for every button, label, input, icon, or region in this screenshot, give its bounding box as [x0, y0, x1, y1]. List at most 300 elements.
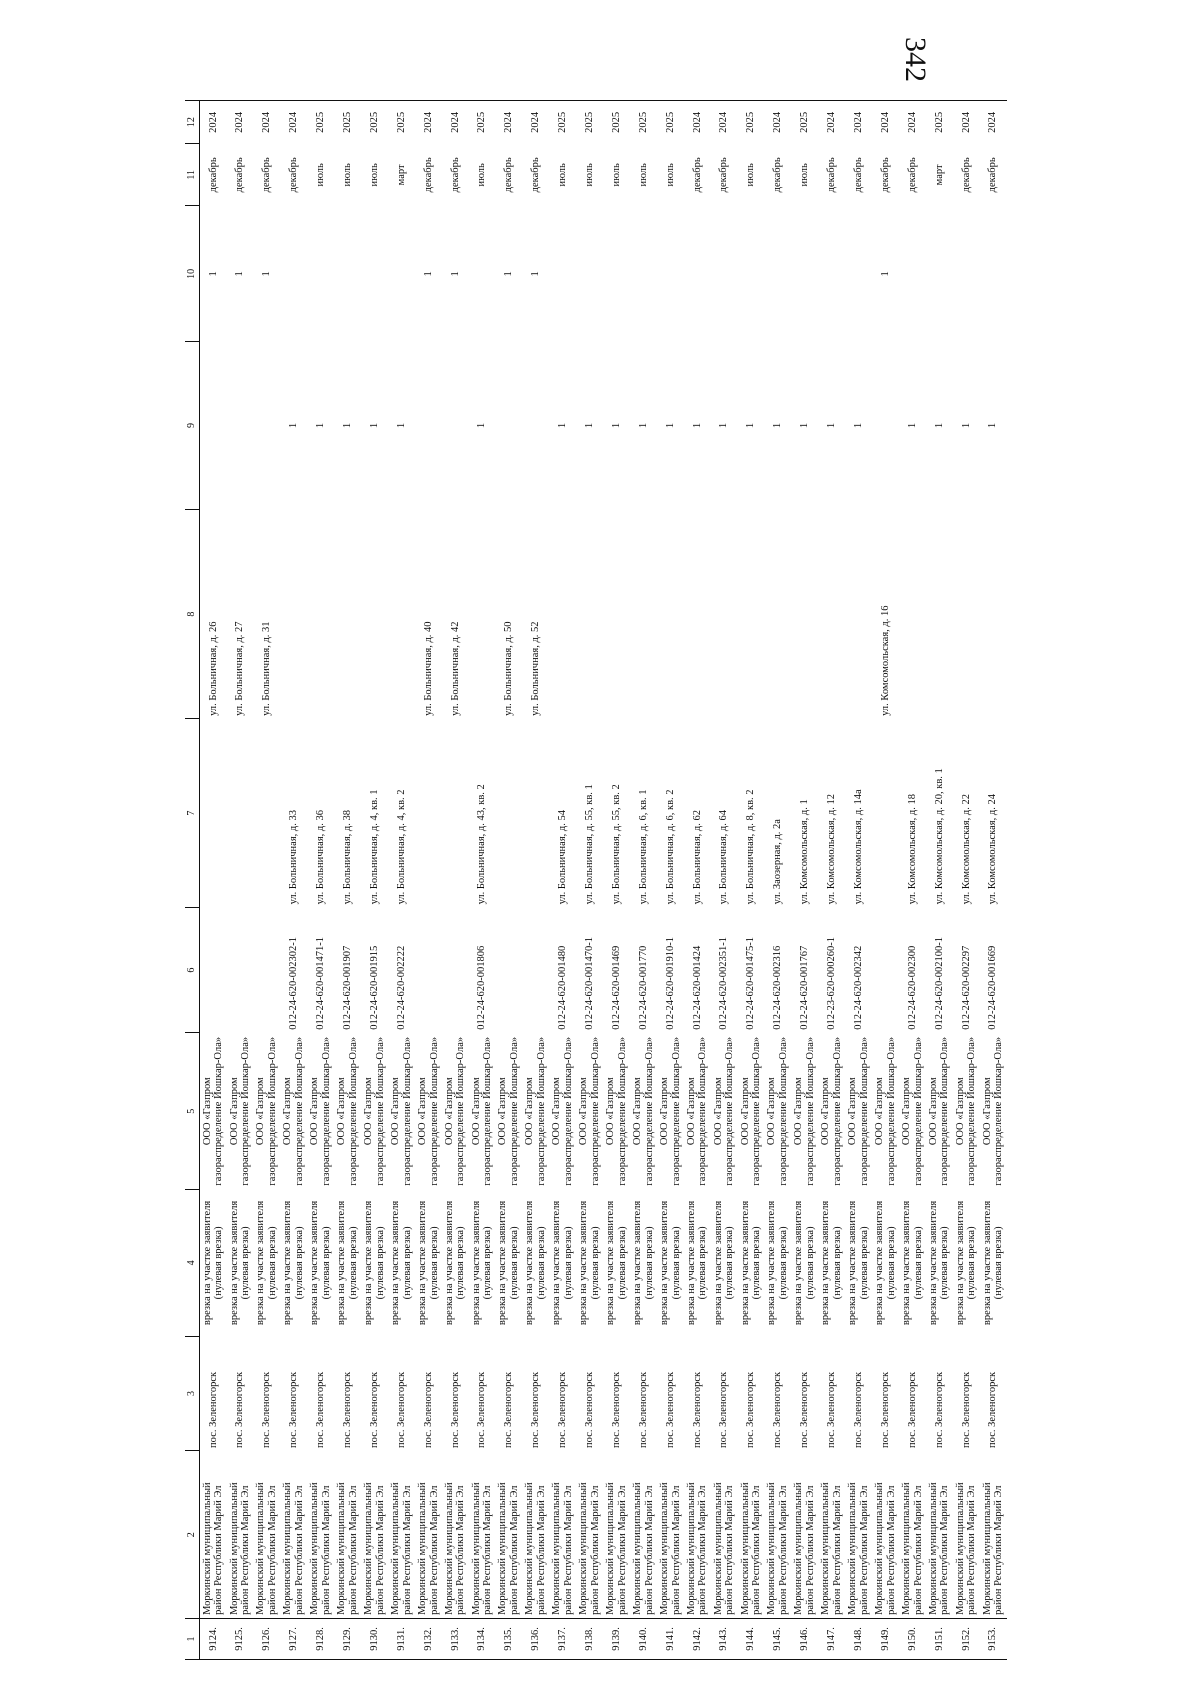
table-row — [953, 101, 980, 1660]
work-type-cell: врезка на участке заявителя (нулевая врезка) — [900, 1200, 924, 1326]
column-number-6: 6 — [185, 907, 200, 1032]
count-cell: 1 — [718, 422, 730, 429]
count-alt-cell: 1 — [530, 271, 542, 277]
month-cell: июль — [637, 163, 649, 187]
registration-number-cell — [872, 907, 899, 1032]
locality-cell: пос. Зеленогорск — [503, 1371, 515, 1448]
count-alt-cell — [334, 206, 361, 342]
registration-number-cell: 012-24-620-002342 — [852, 945, 864, 1030]
count-alt-cell — [792, 206, 819, 342]
row-number: 9137. — [550, 1618, 577, 1659]
address-alt-cell: ул. Больничная, д. 50 — [503, 621, 515, 716]
address-alt-cell — [684, 509, 711, 719]
year-cell: 2025 — [926, 101, 953, 144]
address-cell: ул. Комсомольская, д. 1 — [799, 799, 811, 905]
organization-cell: ООО «Газпром газораспределение Йошкар-Ола» — [497, 1036, 521, 1186]
month-cell: июль — [315, 163, 327, 187]
year-cell: 2024 — [415, 101, 442, 144]
table-row — [926, 101, 953, 1660]
address-alt-cell: ул. Больничная, д. 42 — [449, 621, 461, 716]
district-cell: Моркинский муниципальный район Республики Марий Эл — [578, 1482, 601, 1615]
work-type-cell: врезка на участке заявителя (нулевая врезка) — [201, 1200, 225, 1326]
count-cell: 1 — [906, 422, 918, 429]
address-alt-cell — [980, 509, 1007, 719]
count-alt-cell — [550, 206, 577, 342]
locality-cell: пос. Зеленогорск — [799, 1371, 811, 1448]
organization-cell: ООО «Газпром газораспределение Йошкар-Ола» — [739, 1036, 763, 1186]
locality-cell: пос. Зеленогорск — [879, 1371, 891, 1448]
count-alt-cell — [361, 206, 388, 342]
locality-cell: пос. Зеленогорск — [718, 1371, 730, 1448]
registration-number-cell — [415, 907, 442, 1032]
year-cell: 2025 — [361, 101, 388, 144]
locality-cell: пос. Зеленогорск — [933, 1371, 945, 1448]
locality-cell: пос. Зеленогорск — [664, 1371, 676, 1448]
organization-cell: ООО «Газпром газораспределение Йошкар-Ола» — [927, 1036, 951, 1186]
row-number: 9142. — [684, 1618, 711, 1659]
row-number: 9126. — [254, 1618, 281, 1659]
district-cell: Моркинский муниципальный район Республики Марий Эл — [255, 1482, 279, 1615]
registration-number-cell: 012-24-620-002297 — [960, 945, 972, 1030]
count-alt-cell — [738, 206, 765, 342]
registration-number-cell: 012-23-620-000260-1 — [826, 937, 838, 1030]
locality-cell: пос. Зеленогорск — [530, 1371, 542, 1448]
address-cell — [523, 719, 550, 908]
year-cell: 2025 — [388, 101, 415, 144]
work-type-cell: врезка на участке заявителя (нулевая врезка) — [658, 1200, 682, 1326]
table-row — [711, 101, 738, 1660]
count-alt-cell — [845, 206, 872, 342]
count-cell: 1 — [799, 422, 811, 429]
work-type-cell: врезка на участке заявителя (нулевая врезка) — [470, 1200, 494, 1326]
month-cell: декабрь — [422, 157, 434, 193]
organization-cell: ООО «Газпром газораспределение Йошкар-Ола» — [900, 1036, 924, 1186]
column-number-10: 10 — [185, 206, 200, 342]
count-cell — [254, 342, 281, 509]
month-cell: декабрь — [503, 157, 515, 193]
column-number-7: 7 — [185, 719, 200, 908]
count-alt-cell — [603, 206, 630, 342]
count-cell: 1 — [476, 422, 488, 429]
count-alt-cell — [765, 206, 792, 342]
district-cell: Моркинский муниципальный район Республики Марий Эл — [685, 1482, 709, 1615]
table-row — [388, 101, 415, 1660]
organization-cell: ООО «Газпром газораспределение Йошкар-Ола» — [631, 1036, 655, 1186]
count-cell: 1 — [745, 422, 757, 429]
count-alt-cell: 1 — [879, 271, 891, 277]
address-cell: ул. Больничная, д. 33 — [288, 810, 300, 905]
address-cell: ул. Больничная, д. 43, кв. 2 — [476, 784, 488, 905]
registration-number-cell: 012-24-620-002222 — [395, 945, 407, 1030]
registration-number-cell: 012-24-620-001471-1 — [315, 937, 327, 1030]
year-cell: 2024 — [684, 101, 711, 144]
district-cell: Моркинский муниципальный район Республики Марий Эл — [900, 1482, 924, 1615]
count-alt-cell — [953, 206, 980, 342]
year-cell: 2024 — [980, 101, 1007, 144]
month-cell: декабрь — [261, 157, 273, 193]
year-cell: 2025 — [576, 101, 603, 144]
address-cell: ул. Больничная, д. 62 — [691, 810, 703, 905]
work-type-cell: врезка на участке заявителя (нулевая врезка) — [685, 1200, 709, 1326]
registration-number-cell — [442, 907, 469, 1032]
district-cell: Моркинский муниципальный район Республики Марий Эл — [712, 1482, 736, 1615]
address-alt-cell — [845, 509, 872, 719]
count-alt-cell — [980, 206, 1007, 342]
work-type-cell: врезка на участке заявителя (нулевая врезка) — [766, 1200, 790, 1326]
row-number: 9128. — [308, 1618, 335, 1659]
count-alt-cell: 1 — [422, 271, 434, 277]
address-cell — [496, 719, 523, 908]
page-number: 342 — [899, 37, 932, 82]
count-cell: 1 — [960, 422, 972, 429]
month-cell: декабрь — [207, 157, 219, 193]
organization-cell: ООО «Газпром газораспределение Йошкар-Ола» — [443, 1036, 467, 1186]
address-cell: ул. Комсомольская, д. 22 — [960, 794, 972, 905]
count-alt-cell — [281, 206, 308, 342]
table-row — [469, 101, 496, 1660]
table-row — [603, 101, 630, 1660]
locality-cell: пос. Зеленогорск — [315, 1371, 327, 1448]
count-cell — [200, 342, 227, 509]
organization-cell: ООО «Газпром газораспределение Йошкар-Ола» — [766, 1036, 790, 1186]
count-alt-cell — [818, 206, 845, 342]
row-number: 9141. — [657, 1618, 684, 1659]
count-alt-cell — [388, 206, 415, 342]
organization-cell: ООО «Газпром газораспределение Йошкар-Ола» — [954, 1036, 978, 1186]
registration-number-cell: 012-24-620-001907 — [342, 945, 354, 1030]
count-cell: 1 — [664, 422, 676, 429]
column-number-2: 2 — [185, 1451, 200, 1618]
month-cell: июль — [745, 163, 757, 187]
row-number: 9130. — [361, 1618, 388, 1659]
work-type-cell: врезка на участке заявителя (нулевая врезка) — [524, 1200, 548, 1326]
address-cell: ул. Больничная, д. 64 — [718, 810, 730, 905]
address-alt-cell: ул. Комсомольская, д. 16 — [879, 605, 891, 716]
address-cell — [227, 719, 254, 908]
year-cell: 2025 — [738, 101, 765, 144]
address-cell — [415, 719, 442, 908]
month-cell: март — [395, 164, 407, 186]
registration-number-cell: 012-24-620-002100-1 — [933, 937, 945, 1030]
month-cell: декабрь — [718, 157, 730, 193]
registration-number-cell: 012-24-620-001424 — [691, 945, 703, 1030]
count-cell: 1 — [637, 422, 649, 429]
count-cell: 1 — [987, 422, 999, 429]
registration-number-cell: 012-24-620-001470-1 — [584, 937, 596, 1030]
organization-cell: ООО «Газпром газораспределение Йошкар-Ола» — [255, 1036, 279, 1186]
row-number: 9135. — [496, 1618, 523, 1659]
registration-number-cell: 012-24-620-001770 — [637, 945, 649, 1030]
organization-cell: ООО «Газпром газораспределение Йошкар-Ола» — [201, 1036, 225, 1186]
address-alt-cell — [818, 509, 845, 719]
organization-cell: ООО «Газпром газораспределение Йошкар-Ола» — [228, 1036, 252, 1186]
row-number: 9127. — [281, 1618, 308, 1659]
count-alt-cell — [469, 206, 496, 342]
district-cell: Моркинский муниципальный район Республики Марий Эл — [524, 1482, 548, 1615]
address-cell: ул. Больничная, д. 4, кв. 1 — [368, 789, 380, 905]
work-type-cell: врезка на участке заявителя (нулевая врезка) — [228, 1200, 252, 1326]
month-cell: июль — [610, 163, 622, 187]
registration-number-cell: 012-24-620-001669 — [987, 945, 999, 1030]
district-cell: Моркинский муниципальный район Республики Марий Эл — [201, 1482, 225, 1615]
month-cell: июль — [342, 163, 354, 187]
address-alt-cell — [308, 509, 335, 719]
year-cell: 2024 — [254, 101, 281, 144]
table-row — [254, 101, 281, 1660]
table-row — [442, 101, 469, 1660]
registration-number-cell: 012-24-620-001910-1 — [664, 937, 676, 1030]
month-cell: июль — [476, 163, 488, 187]
count-cell: 1 — [315, 422, 327, 429]
month-cell: март — [933, 164, 945, 186]
work-type-cell: врезка на участке заявителя (нулевая врезка) — [443, 1200, 467, 1326]
count-cell: 1 — [933, 422, 945, 429]
organization-cell: ООО «Газпром газораспределение Йошкар-Ола» — [685, 1036, 709, 1186]
column-number-9: 9 — [185, 342, 200, 509]
locality-cell: пос. Зеленогорск — [395, 1371, 407, 1448]
address-cell: ул. Больничная, д. 4, кв. 2 — [395, 789, 407, 905]
work-type-cell: врезка на участке заявителя (нулевая врезка) — [873, 1200, 897, 1326]
address-cell: ул. Больничная, д. 36 — [315, 810, 327, 905]
district-cell: Моркинский муниципальный район Республики Марий Эл — [873, 1482, 897, 1615]
address-cell: ул. Комсомольская, д. 18 — [906, 794, 918, 905]
row-number: 9132. — [415, 1618, 442, 1659]
row-number: 9144. — [738, 1618, 765, 1659]
count-cell: 1 — [826, 422, 838, 429]
count-alt-cell: 1 — [261, 271, 273, 277]
district-cell: Моркинский муниципальный район Республики Марий Эл — [766, 1482, 790, 1615]
address-cell: ул. Комсомольская, д. 12 — [826, 794, 838, 905]
table-row — [415, 101, 442, 1660]
address-cell — [254, 719, 281, 908]
count-cell: 1 — [772, 422, 784, 429]
count-cell: 1 — [557, 422, 569, 429]
district-cell: Моркинский муниципальный район Республики Марий Эл — [927, 1482, 951, 1615]
table-row — [496, 101, 523, 1660]
district-cell: Моркинский муниципальный район Республики Марий Эл — [363, 1482, 386, 1615]
table-row — [550, 101, 577, 1660]
registration-number-cell: 012-24-620-001475-1 — [745, 937, 757, 1030]
year-cell: 2024 — [899, 101, 926, 144]
registration-number-cell — [523, 907, 550, 1032]
organization-cell: ООО «Газпром газораспределение Йошкар-Ола» — [551, 1036, 575, 1186]
row-number: 9151. — [926, 1618, 953, 1659]
address-cell: ул. Больничная, д. 6, кв. 1 — [637, 789, 649, 905]
table-row — [792, 101, 819, 1660]
address-cell — [442, 719, 469, 908]
address-alt-cell — [576, 509, 603, 719]
count-cell — [442, 342, 469, 509]
year-cell: 2024 — [442, 101, 469, 144]
registration-number-cell: 012-24-620-001767 — [799, 945, 811, 1030]
district-cell: Моркинский муниципальный район Республики Марий Эл — [954, 1482, 978, 1615]
work-type-cell: врезка на участке заявителя (нулевая врезка) — [847, 1200, 870, 1326]
organization-cell: ООО «Газпром газораспределение Йошкар-Ола» — [847, 1036, 870, 1186]
row-number: 9145. — [765, 1618, 792, 1659]
locality-cell: пос. Зеленогорск — [691, 1371, 703, 1448]
work-type-cell: врезка на участке заявителя (нулевая врезка) — [927, 1200, 951, 1326]
count-cell: 1 — [691, 422, 703, 429]
district-cell: Моркинский муниципальный район Республики Марий Эл — [282, 1482, 306, 1615]
table-row — [361, 101, 388, 1660]
row-number: 9148. — [845, 1618, 872, 1659]
work-type-cell: врезка на участке заявителя (нулевая врезка) — [631, 1200, 655, 1326]
month-cell: декабрь — [691, 157, 703, 193]
address-alt-cell — [738, 509, 765, 719]
year-cell: 2024 — [818, 101, 845, 144]
row-number: 9133. — [442, 1618, 469, 1659]
count-cell: 1 — [368, 422, 380, 429]
table-row — [281, 101, 308, 1660]
organization-cell: ООО «Газпром газораспределение Йошкар-Ола» — [605, 1036, 628, 1186]
locality-cell: пос. Зеленогорск — [960, 1371, 972, 1448]
organization-cell: ООО «Газпром газораспределение Йошкар-Ола» — [658, 1036, 682, 1186]
month-cell: июль — [584, 163, 596, 187]
district-cell: Моркинский муниципальный район Республики Марий Эл — [497, 1482, 521, 1615]
row-number: 9125. — [227, 1618, 254, 1659]
district-cell: Моркинский муниципальный район Республики Марий Эл — [739, 1482, 763, 1615]
work-type-cell: врезка на участке заявителя (нулевая врезка) — [954, 1200, 978, 1326]
year-cell: 2025 — [550, 101, 577, 144]
locality-cell: пос. Зеленогорск — [584, 1371, 596, 1448]
table-row — [630, 101, 657, 1660]
address-cell: ул. Заозерная, д. 2а — [772, 819, 784, 905]
count-alt-cell: 1 — [449, 271, 461, 277]
address-alt-cell: ул. Больничная, д. 40 — [422, 621, 434, 716]
address-alt-cell — [711, 509, 738, 719]
year-cell: 2024 — [227, 101, 254, 144]
month-cell: декабрь — [879, 157, 891, 193]
column-number-12: 12 — [185, 101, 200, 144]
row-number: 9146. — [792, 1618, 819, 1659]
work-type-cell: врезка на участке заявителя (нулевая врезка) — [309, 1200, 332, 1326]
address-cell: ул. Больничная, д. 54 — [557, 810, 569, 905]
registration-number-cell — [254, 907, 281, 1032]
organization-cell: ООО «Газпром газораспределение Йошкар-Ола» — [416, 1036, 440, 1186]
district-cell: Моркинский муниципальный район Республики Марий Эл — [551, 1482, 575, 1615]
address-alt-cell: ул. Больничная, д. 26 — [207, 621, 219, 716]
work-type-cell: врезка на участке заявителя (нулевая врезка) — [282, 1200, 306, 1326]
work-type-cell: врезка на участке заявителя (нулевая врезка) — [981, 1200, 1005, 1326]
work-type-cell: врезка на участке заявителя (нулевая врезка) — [739, 1200, 763, 1326]
row-number: 9140. — [630, 1618, 657, 1659]
table-row — [576, 101, 603, 1660]
month-cell: декабрь — [852, 157, 864, 193]
organization-cell: ООО «Газпром газораспределение Йошкар-Ола» — [981, 1036, 1005, 1186]
year-cell: 2024 — [872, 101, 899, 144]
year-cell: 2025 — [308, 101, 335, 144]
table-row — [308, 101, 335, 1660]
column-number-header-row — [185, 101, 200, 1660]
table-row — [899, 101, 926, 1660]
locality-cell: пос. Зеленогорск — [610, 1371, 622, 1448]
column-number-5: 5 — [185, 1033, 200, 1190]
registration-number-cell: 012-24-620-002351-1 — [718, 937, 730, 1030]
work-type-cell: врезка на участке заявителя (нулевая врезка) — [712, 1200, 736, 1326]
registration-number-cell — [496, 907, 523, 1032]
table-row — [227, 101, 254, 1660]
count-cell: 1 — [288, 422, 300, 429]
month-cell: декабрь — [449, 157, 461, 193]
count-alt-cell: 1 — [234, 271, 246, 277]
district-cell: Моркинский муниципальный район Республики Марий Эл — [228, 1482, 252, 1615]
locality-cell: пос. Зеленогорск — [826, 1371, 838, 1448]
count-cell — [227, 342, 254, 509]
district-cell: Моркинский муниципальный район Республики Марий Эл — [336, 1482, 359, 1615]
table-row — [523, 101, 550, 1660]
year-cell: 2025 — [630, 101, 657, 144]
year-cell: 2024 — [200, 101, 227, 144]
address-alt-cell — [899, 509, 926, 719]
locality-cell: пос. Зеленогорск — [207, 1371, 219, 1448]
column-number-11: 11 — [185, 144, 200, 206]
count-cell: 1 — [584, 422, 596, 429]
organization-cell: ООО «Газпром газораспределение Йошкар-Ола» — [578, 1036, 601, 1186]
district-cell: Моркинский муниципальный район Республики Марий Эл — [820, 1482, 843, 1615]
district-cell: Моркинский муниципальный район Республики Марий Эл — [631, 1482, 655, 1615]
registration-number-cell: 012-24-620-001469 — [610, 945, 622, 1030]
address-cell: ул. Комсомольская, д. 20, кв. 1 — [933, 768, 945, 905]
address-alt-cell — [926, 509, 953, 719]
address-alt-cell — [765, 509, 792, 719]
month-cell: декабрь — [826, 157, 838, 193]
year-cell: 2024 — [711, 101, 738, 144]
address-cell: ул. Больничная, д. 38 — [342, 810, 354, 905]
address-cell: ул. Больничная, д. 6, кв. 2 — [664, 789, 676, 905]
table-body — [200, 101, 1007, 1660]
month-cell: декабрь — [987, 157, 999, 193]
year-cell: 2024 — [765, 101, 792, 144]
year-cell: 2025 — [792, 101, 819, 144]
row-number: 9136. — [523, 1618, 550, 1659]
address-alt-cell — [388, 509, 415, 719]
organization-cell: ООО «Газпром газораспределение Йошкар-Ола» — [389, 1036, 413, 1186]
count-alt-cell — [711, 206, 738, 342]
address-alt-cell — [792, 509, 819, 719]
registration-number-cell — [227, 907, 254, 1032]
registration-number-cell: 012-24-620-002316 — [772, 945, 784, 1030]
address-cell — [872, 719, 899, 908]
year-cell: 2025 — [603, 101, 630, 144]
organization-cell: ООО «Газпром газораспределение Йошкар-Ола» — [873, 1036, 897, 1186]
organization-cell: ООО «Газпром газораспределение Йошкар-Ола» — [282, 1036, 306, 1186]
address-alt-cell — [657, 509, 684, 719]
count-cell: 1 — [852, 422, 864, 429]
district-cell: Моркинский муниципальный район Республики Марий Эл — [416, 1482, 440, 1615]
year-cell: 2025 — [469, 101, 496, 144]
work-type-cell: врезка на участке заявителя (нулевая врезка) — [605, 1200, 628, 1326]
month-cell: декабрь — [288, 157, 300, 193]
locality-cell: пос. Зеленогорск — [637, 1371, 649, 1448]
registration-number-cell — [200, 907, 227, 1032]
row-number: 9152. — [953, 1618, 980, 1659]
organization-cell: ООО «Газпром газораспределение Йошкар-Ола» — [524, 1036, 548, 1186]
table-row — [818, 101, 845, 1660]
work-type-cell: врезка на участке заявителя (нулевая врезка) — [793, 1200, 817, 1326]
address-alt-cell — [630, 509, 657, 719]
year-cell: 2024 — [953, 101, 980, 144]
locality-cell: пос. Зеленогорск — [557, 1371, 569, 1448]
month-cell: декабрь — [960, 157, 972, 193]
address-alt-cell: ул. Больничная, д. 27 — [234, 621, 246, 716]
column-number-1: 1 — [185, 1618, 200, 1659]
month-cell: июль — [557, 163, 569, 187]
district-cell: Моркинский муниципальный район Республики Марий Эл — [981, 1482, 1005, 1615]
count-alt-cell — [657, 206, 684, 342]
table-row — [334, 101, 361, 1660]
address-alt-cell — [550, 509, 577, 719]
month-cell: декабрь — [234, 157, 246, 193]
